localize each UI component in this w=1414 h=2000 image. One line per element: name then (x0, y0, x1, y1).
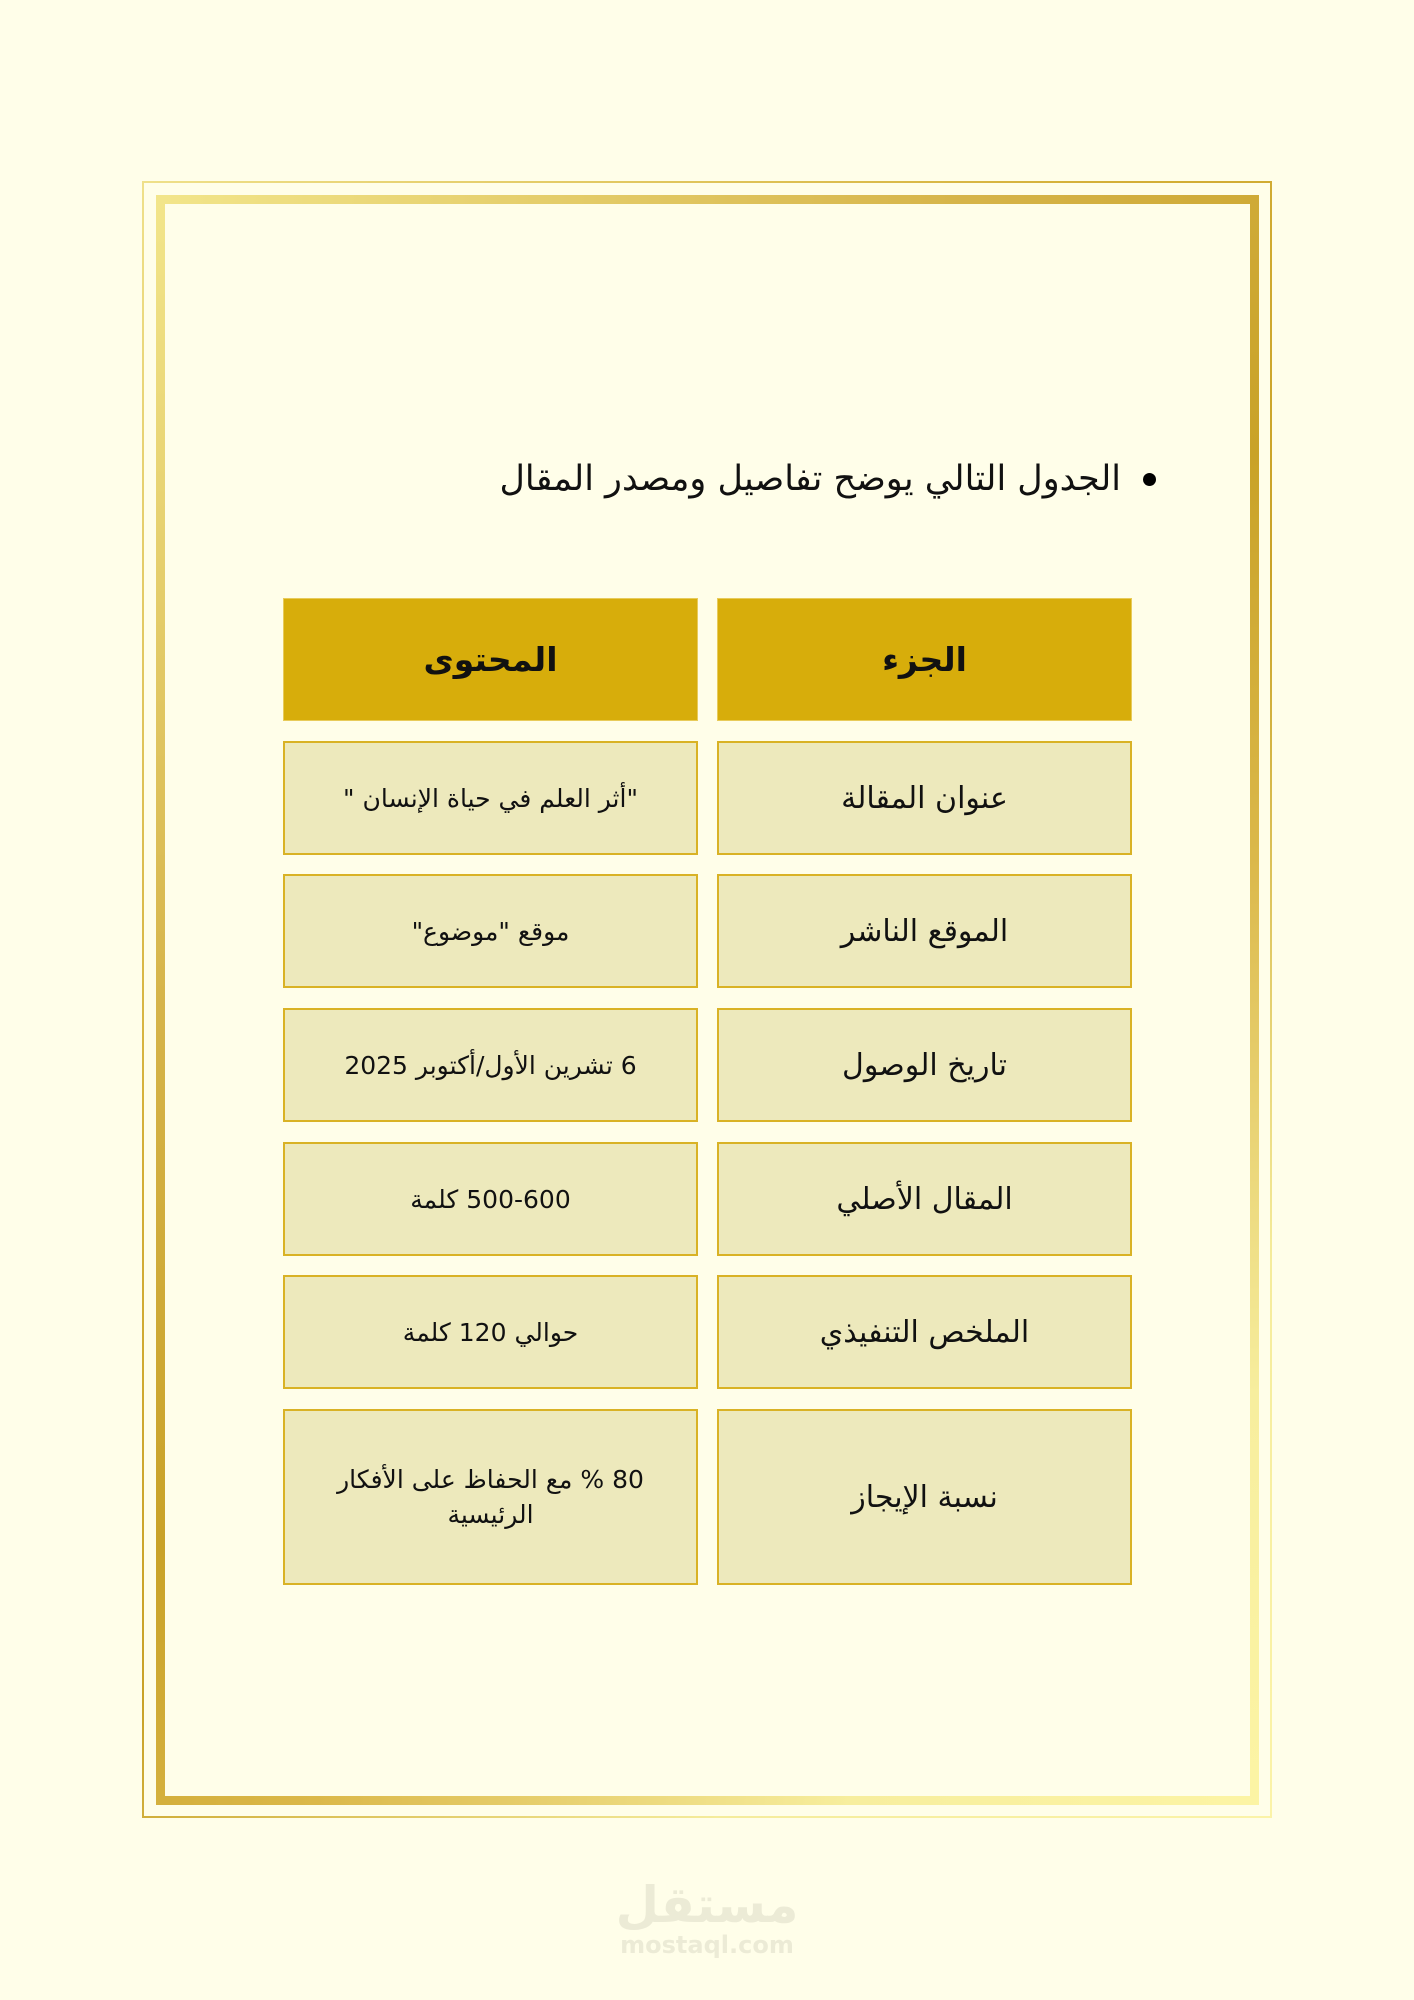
bullet-icon (1143, 473, 1156, 486)
table-cell-part: الموقع الناشر (717, 874, 1132, 988)
header-content: المحتوى (283, 598, 698, 721)
table-cell-part: المقال الأصلي (717, 1142, 1132, 1256)
intro-bullet-item (500, 458, 1157, 500)
header-part: الجزء (717, 598, 1132, 721)
table-cell-content: "أثر العلم في حياة الإنسان " (283, 741, 698, 855)
table-cell-content: موقع "موضوع" (283, 874, 698, 988)
table-cell-part: عنوان المقالة (717, 741, 1132, 855)
table-cell-part: تاريخ الوصول (717, 1008, 1132, 1122)
watermark-latin: mostaql.com (620, 1931, 794, 1959)
table-cell-part: نسبة الإيجاز (717, 1409, 1132, 1585)
intro-text: الجدول التالي يوضح تفاصيل ومصدر المقال (499, 459, 1121, 499)
table-cell-part: الملخص التنفيذي (717, 1275, 1132, 1389)
table-cell-content: 80 % مع الحفاظ على الأفكار الرئيسية (283, 1409, 698, 1585)
watermark-arabic: مستقل (615, 1876, 799, 1934)
table-cell-content: 500-600 كلمة (283, 1142, 698, 1256)
table-cell-content: حوالي 120 كلمة (283, 1275, 698, 1389)
mostaql-watermark (0, 1876, 1414, 1959)
table-cell-content: 6 تشرين الأول/أكتوبر 2025 (283, 1008, 698, 1122)
